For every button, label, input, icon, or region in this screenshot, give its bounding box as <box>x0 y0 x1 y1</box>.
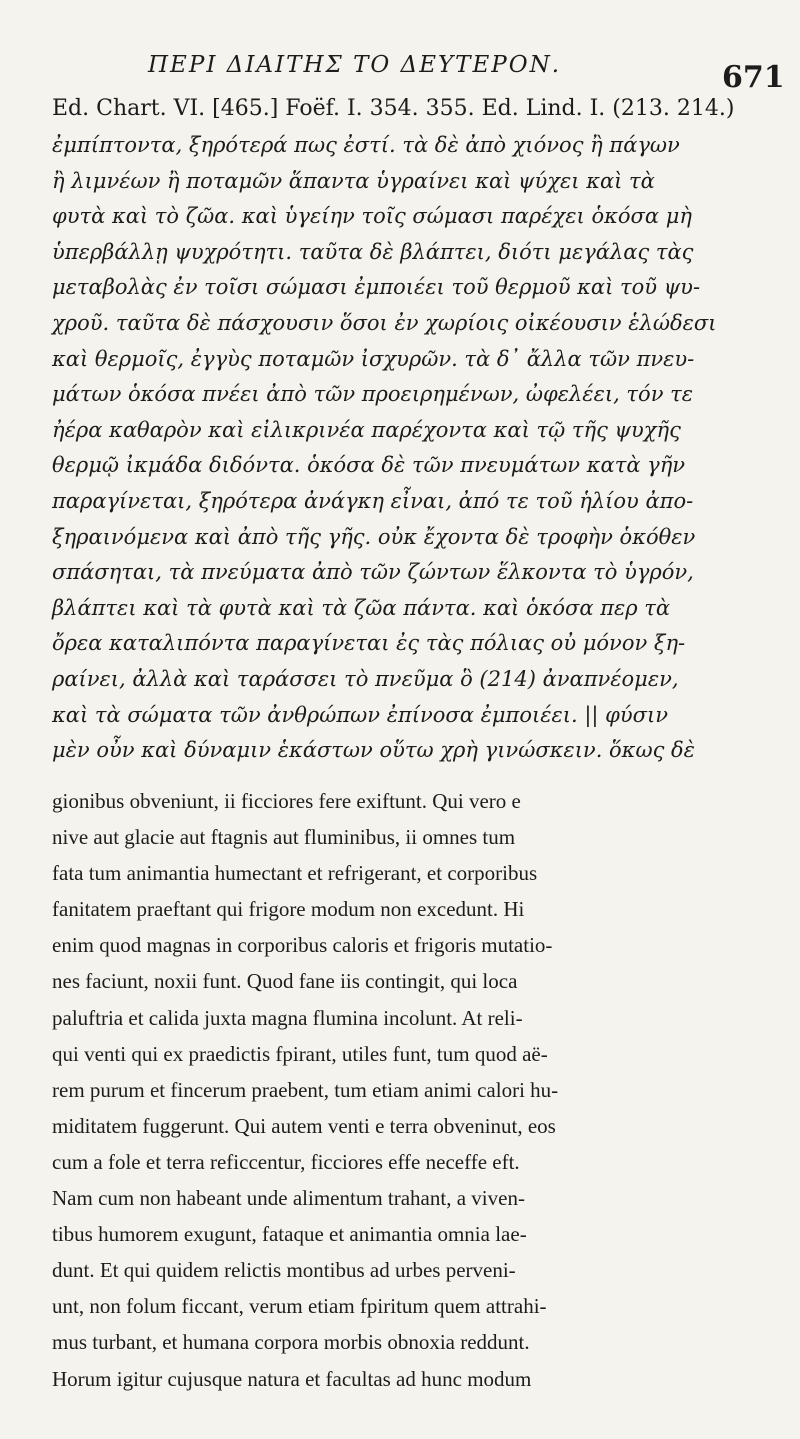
greek-text-line: βλάπτει καὶ τὰ φυτὰ καὶ τὰ ζῶα πάντα. καὶ ὁκόσα περ τὰ <box>52 595 671 620</box>
greek-text-block <box>52 128 744 769</box>
latin-text-line: Nam cum non habeant unde alimentum trahant, a viven- <box>52 1186 525 1211</box>
greek-text-line: χροῦ. ταῦτα δὲ πάσχουσιν ὅσοι ἐν χωρίοις οἰκέουσιν ἑλώδεσι <box>52 310 717 335</box>
latin-text-line: nive aut glacie aut ftagnis aut fluminibus, ii omnes tum <box>52 825 516 850</box>
greek-text-line: ἐμπίπτοντα, ξηρότερά πως ἐστί. τὰ δὲ ἀπὸ χιόνος ἢ πάγων <box>52 133 680 157</box>
greek-text-line: ἢ λιμνέων ἢ ποταμῶν ἅπαντα ὑγραίνει καὶ ψύχει καὶ τὰ <box>52 168 655 193</box>
greek-text-line: μάτων ὁκόσα πνέει ἀπὸ τῶν προειρημένων, ὠφελέει, τόν τε <box>52 382 694 407</box>
greek-text-line: σπάσηται, τὰ πνεύματα ἀπὸ τῶν ζώντων ἕλκοντα τὸ ὑγρόν, <box>52 560 694 585</box>
edition-reference-line: Ed. Chart. VI. [465.] Foëf. I. 354. 355. Ed. Lind. I. (213. 214.) <box>52 96 735 121</box>
greek-text-line: φυτὰ καὶ τὸ ζῶα. καὶ ὑγείην τοῖς σώμασι παρέχει ὁκόσα μὴ <box>52 204 692 229</box>
greek-text-line: παραγίνεται, ξηρότερα ἀνάγκη εἶναι, ἀπό τε τοῦ ἡλίου ἀπο- <box>52 488 694 513</box>
latin-text-line: nes faciunt, noxii funt. Quod fane iis contingit, qui loca <box>52 969 518 994</box>
latin-text-line: tibus humorem exugunt, fataque et animantia omnia lae- <box>52 1222 527 1247</box>
greek-text-line: ἠέρα καθαρὸν καὶ εἰλικρινέα παρέχοντα καὶ τῷ τῆς ψυχῆς <box>52 417 681 442</box>
latin-text-line: paluftria et calida juxta magna flumina incolunt. At reli- <box>52 1005 523 1030</box>
latin-text-line: qui venti qui ex praedictis fpirant, utiles funt, tum quod aë- <box>52 1041 548 1066</box>
greek-text-line: καὶ θερμοῖς, ἐγγὺς ποταμῶν ἰσχυρῶν. τὰ δ᾽ ἄλλα τῶν πνευ- <box>52 346 695 371</box>
latin-text-line: rem purum et fincerum praebent, tum etiam animi calori hu- <box>52 1077 559 1102</box>
greek-text-line: ὄρεα καταλιπόντα παραγίνεται ἐς τὰς πόλιας οὐ μόνον ξη- <box>52 631 686 656</box>
latin-text-block <box>52 783 744 1397</box>
greek-text-line: ξηραινόμενα καὶ ἀπὸ τῆς γῆς. οὐκ ἔχοντα δὲ τροφὴν ὁκόθεν <box>52 524 696 549</box>
latin-text-line: Horum igitur cujusque natura et facultas ad hunc modum <box>52 1366 532 1391</box>
latin-text-line: gionibus obveniunt, ii ficciores fere exiftunt. Qui vero e <box>52 789 521 813</box>
latin-text-line: mus turbant, et humana corpora morbis obnoxia reddunt. <box>52 1330 530 1355</box>
greek-text-line: μεταβολὰς ἐν τοῖσι σώμασι ἐμποιέει τοῦ θερμοῦ καὶ τοῦ ψυ- <box>52 275 701 300</box>
greek-text-line: ραίνει, ἀλλὰ καὶ ταράσσει τὸ πνεῦμα ὃ (214) ἀναπνέομεν, <box>52 666 679 691</box>
latin-text-line: fata tum animantia humectant et refrigerant, et corporibus <box>52 861 538 886</box>
latin-text-line: fanitatem praeftant qui frigore modum non excedunt. Hi <box>52 897 525 922</box>
running-head: ΠΕΡΙ ΔΙΑΙΤΗΣ ΤΟ ΔΕΥΤΕΡΟΝ. <box>148 52 562 78</box>
page-number: 671 <box>722 60 785 95</box>
greek-text-line: μὲν οὖν καὶ δύναμιν ἑκάστων οὕτω χρὴ γινώσκειν. ὅκως δὲ <box>52 738 695 763</box>
greek-text-line: ὑπερβάλλῃ ψυχρότητι. ταῦτα δὲ βλάπτει, διότι μεγάλας τὰς <box>52 239 694 264</box>
greek-text-line: θερμῷ ἰκμάδα διδόντα. ὁκόσα δὲ τῶν πνευμάτων κατὰ γῆν <box>52 453 686 478</box>
latin-text-line: cum a fole et terra reficcentur, ficciores effe neceffe eft. <box>52 1149 520 1174</box>
latin-text-line: enim quod magnas in corporibus caloris et frigoris mutatio- <box>52 933 553 958</box>
greek-text-line: καὶ τὰ σώματα τῶν ἀνθρώπων ἐπίνοσα ἐμποιέει. || φύσιν <box>52 702 668 727</box>
latin-text-line: miditatem fuggerunt. Qui autem venti e terra obveninut, eos <box>52 1113 556 1138</box>
latin-text-line: unt, non folum ficcant, verum etiam fpiritum quem attrahi- <box>52 1294 547 1319</box>
latin-text-line: dunt. Et qui quidem relictis montibus ad urbes perveni- <box>52 1258 516 1283</box>
